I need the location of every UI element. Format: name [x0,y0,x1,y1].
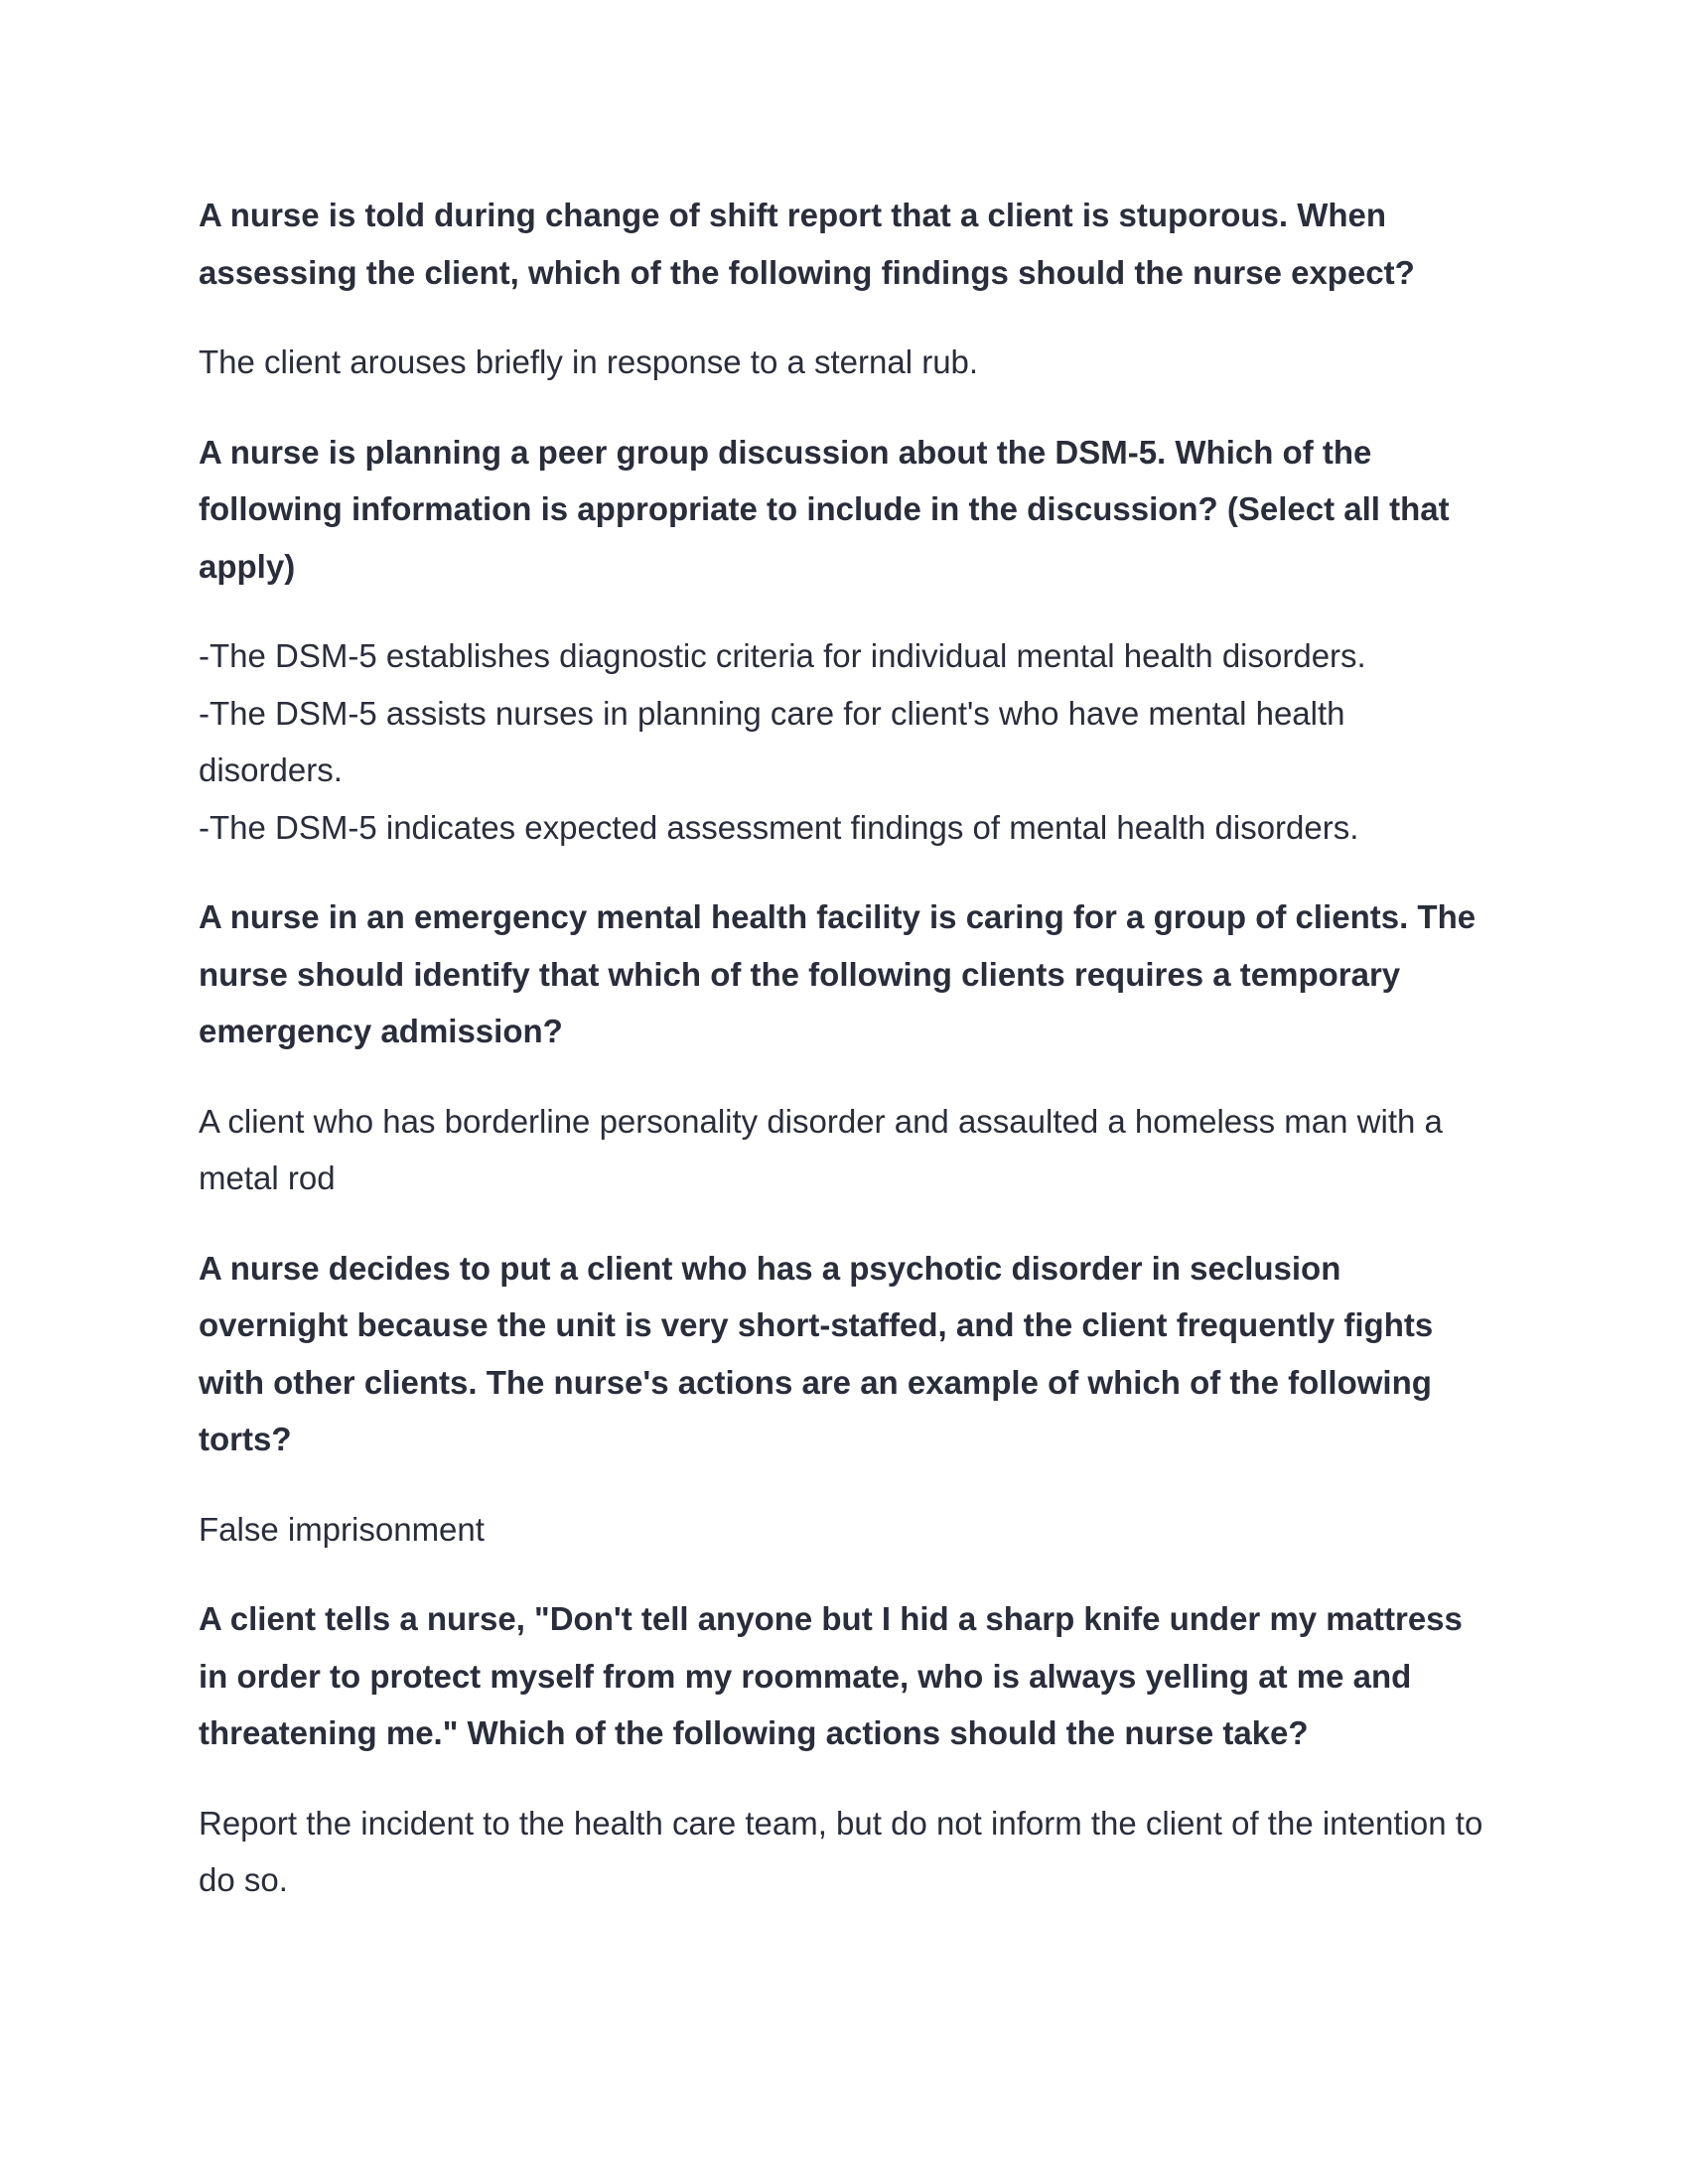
qa-item [199,1240,1489,1559]
answer-line: -The DSM-5 indicates expected assessment findings of mental health disorders. [199,808,1359,846]
answer-text [199,1093,1489,1207]
question-text: A nurse is planning a peer group discussion about the DSM-5. Which of the following information is appropriate to include in the discussion? (Select all that apply) [199,433,1450,585]
answer-text [199,627,1489,856]
answer-line: False imprisonment [199,1510,485,1548]
qa-item [199,1590,1489,1909]
answer-text [199,1501,1489,1559]
qa-item [199,888,1489,1207]
answer-line: Report the incident to the health care team, but do not inform the client of the intention to do so. [199,1804,1483,1898]
question-text: A client tells a nurse, "Don't tell anyone but I hid a sharp knife under my mattress in order to protect myself from my roommate, who is always yelling at me and threatening me." Which of the following actions should the nurse take? [199,1600,1463,1751]
question-text: A nurse is told during change of shift report that a client is stuporous. When assessing the client, which of the following findings should the nurse expect? [199,197,1415,291]
answer-line: -The DSM-5 assists nurses in planning care for client's who have mental health disorders. [199,694,1345,788]
question-text: A nurse in an emergency mental health facility is caring for a group of clients. The nurse should identify that which of the following clients requires a temporary emergency admission? [199,898,1477,1049]
question-text: A nurse decides to put a client who has a psychotic disorder in seclusion overnight because the unit is very short-staffed, and the client frequently fights with other clients. The nurse's actions are an example of which of the following torts? [199,1249,1434,1457]
answer-text [199,334,1489,391]
qa-item [199,424,1489,857]
answer-line: The client arouses briefly in response to a sternal rub. [199,343,979,380]
answer-line: A client who has borderline personality disorder and assaulted a homeless man with a metal rod [199,1102,1443,1196]
document-page [199,187,1489,1942]
answer-text [199,1795,1489,1909]
answer-line: -The DSM-5 establishes diagnostic criteria for individual mental health disorders. [199,637,1366,674]
qa-item [199,187,1489,391]
